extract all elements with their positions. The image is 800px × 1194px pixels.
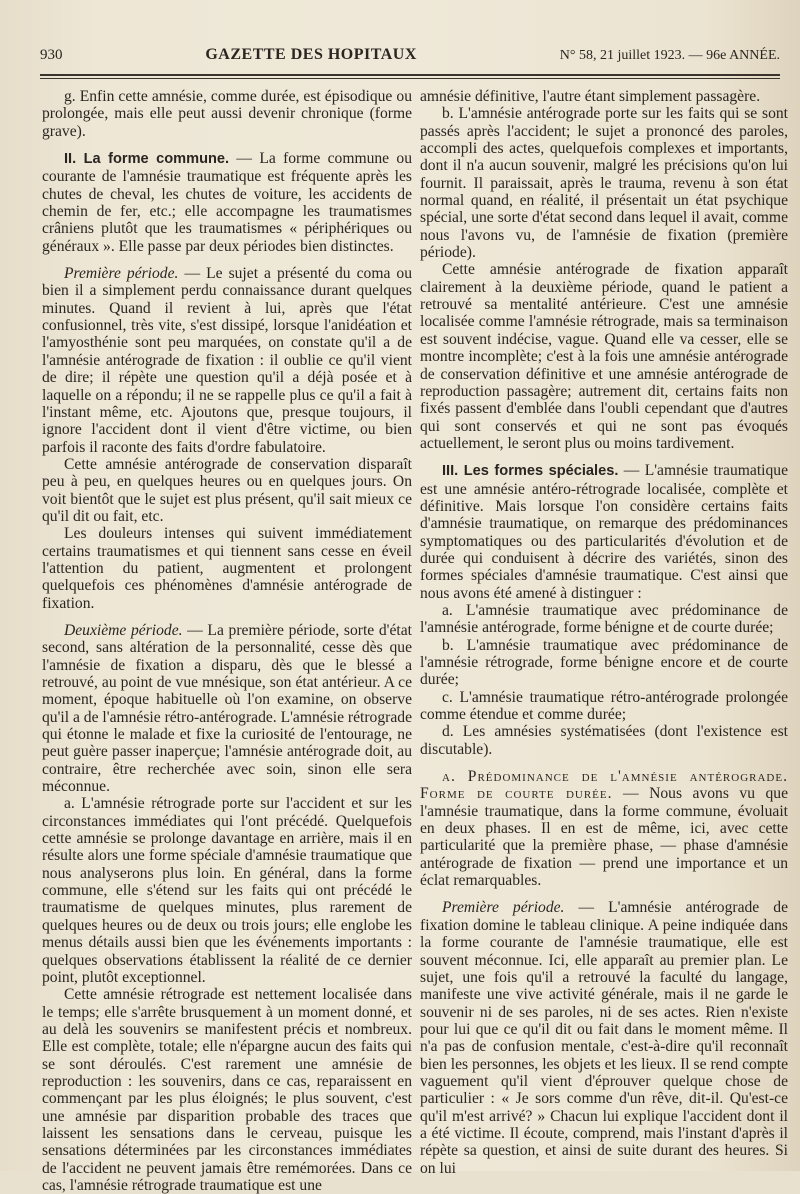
paragraph: Cette amnésie antérograde de fixation apparaît clairement à la deuxième période, quand le patient a retrouvé sa mentalité antérieure. C'est une amnésie localisée comme l'amnésie rétrograde, mais sa terminaison est souvent indécise, vague. Quand elle va cesser, elle se montre incomplète; c'est à la fois une amnésie antérograde de conservation définitive et une amnésie antérograde de reproduction passagère; autrement dit, certains faits non fixés passent d'emblée dans l'oubli cependant que d'autres qui sont conservés et qui ne sont pas évoqués actuellement, le seront plus ou moins tardivement. — [420, 261, 788, 452]
subsection-heading: a. Prédominance de l'amnésie antérograde. Forme de courte durée. — [420, 768, 788, 803]
paragraph: Première période. — Le sujet a présenté du coma ou bien il a simplement perdu connaissance durant quelques minutes. Quand il revient à lui, après que l'état confusionnel, très vite, s'est dissipé, lorsque l'anidéation et l'amyosthénie sont peu marquées, on constate qu'il a de l'amnésie antérograde de fixation : il oublie ce qu'il vient de dire; il répète une question qu'il a déjà posée et à laquelle on a répondu; il ne se rappelle plus ce qu'il a fait à l'instant même, etc. Ajoutons que, presque toujours, il ignore l'accident dont il vient d'être victime, ou bien parfois il raconte des faits d'ordre fabulatoire. — [42, 265, 413, 456]
list-item: d. Les amnésies systématisées (dont l'existence est discutable). — [420, 723, 788, 758]
paragraph: amnésie définitive, l'autre étant simplement passagère. — [420, 88, 761, 105]
period-label: Première période. — [64, 265, 179, 283]
paragraph: a. L'amnésie rétrograde porte sur l'accident et sur les circonstances immédiates qui l'ont précédé. Quelquefois cette amnésie se prolonge davantage en arrière, mais il en résulte alors une forme spéciale d'amnésie traumatique que nous analyserons plus loin. En général, dans la forme commune, elle s'étend sur les faits qui ont précédé le traumatisme de quelques minutes, plus rarement de quelques heures ou de deux ou trois jours; elle englobe les menus détails aussi bien que les événements importants : quelques observations établissent la réalité de ce dernier point, plutôt exceptionnel. — [42, 795, 412, 986]
list-item: b. L'amnésie traumatique avec prédominance de l'amnésie rétrograde, forme bénigne encore et de courte durée; — [420, 636, 788, 689]
section-paragraph: II. La forme commune. — La forme commune ou courante de l'amnésie traumatique est fréquente après les chutes de cheval, les chutes de voiture, les accidents de chemin de fer, etc.; elle accompagne les traumatismes crâniens plutôt que les traumatismes « périphériques ou généraux ». Elle passe par deux périodes bien distinctes. — [42, 150, 412, 255]
paragraph: b. L'amnésie antérograde porte sur les faits qui se sont passés après l'accident; le sujet a prononcé des paroles, accompli des actes, quelquefois complexes et importants, dont il n'a aucun souvenir, malgré les précisions qu'on lui fournit. Il paraissait, après le trauma, revenu à son état normal quand, en réalité, il présentait un état psychique spécial, une sorte d'état second dans lequel il avait, comme nous l'avons vu, de l'amnésie de fixation (première période). — [420, 105, 788, 262]
section-paragraph: III. Les formes spéciales. — L'amnésie traumatique est une amnésie antéro-rétrograde localisée, complète et définitive. Mais lorsque l'on considère certains faits d'amnésie traumatique, on remarque des prédominances symptomatiques ou des particularités d'évolution et de durée qui conduisent à décrire des variétés, sinon des formes spéciales d'amnésie traumatique. C'est ainsi que nous avons été amené à distinguer : — [420, 462, 788, 602]
paragraph: Cette amnésie rétrograde est nettement localisée dans le temps; elle s'arrête brusquement à un moment donné, et au delà les souvenirs se manifestent précis et nombreux. Elle est complète, totale; elle n'épargne aucun des faits qui se sont déroulés. C'est rarement une amnésie de reproduction : les souvenirs, dans ce cas, reparaissent en commençant par les plus éloignés; le plus souvent, c'est une amnésie par disparition probable des traces que laissent les sensations dans le cerveau, puisque les sensations déterminées par les circonstances immédiates de l'accident ne peuvent jamais être remémorées. Dans ce cas, l'amnésie rétrograde traumatique est une — [42, 986, 412, 1194]
paragraph: Cette amnésie antérograde de conservation disparaît peu à peu, en quelques heures ou en quelques jours. On voit bientôt que le sujet est plus présent, qu'il sait mieux ce qu'il dit ou fait, etc. — [42, 455, 412, 525]
period-label: Deuxième période. — [64, 621, 183, 639]
journal-title: GAZETTE DES HOPITAUX — [205, 46, 417, 63]
list-item: c. L'amnésie traumatique rétro-antérograde prolongée comme étendue et comme durée; — [420, 688, 788, 724]
header-rule — [40, 74, 780, 79]
right-column — [420, 88, 789, 1177]
issue-info: N° 58, 21 juillet 1923. — 96e ANNÉE. — [559, 48, 780, 63]
paragraph: Les douleurs intenses qui suivent immédiatement certains traumatismes et qui tiennent sans cesse en éveil l'attention du patient, augmentent et prolongent quelquefois ces phénomènes d'amnésie antérograde de fixation. — [42, 525, 412, 612]
paragraph: g. Enfin cette amnésie, comme durée, est épisodique ou prolongée, mais elle peut aussi devenir chronique (forme grave). — [42, 88, 412, 140]
page-number: 930 — [40, 47, 63, 63]
period-label: Première période. — [442, 899, 565, 917]
paragraph: Deuxième période. — La première période, sorte d'état second, sans altération de la personnalité, cesse dès que l'amnésie de fixation a disparu, dès que le blessé a retrouvé, au point de vue mnésique, son état antérieur. A ce moment, époque habituelle où l'on examine, on observe qu'il a de l'amnésie rétro-antérograde. L'amnésie rétrograde qui étonne le malade et fixe la curiosité de l'entourage, ne peut guère passer inaperçue; l'amnésie antérograde doit, au contraire, être recherchée avec soin, sinon elle sera méconnue. — [42, 621, 412, 796]
list-item: a. L'amnésie traumatique avec prédominance de l'amnésie antérograde, forme bénigne et de courte durée; — [420, 601, 788, 637]
paragraph: Première période. — L'amnésie antérograde de fixation domine le tableau clinique. A peine indiquée dans la forme courante de l'amnésie traumatique, elle est souvent méconnue. Ici, elle apparaît au premier plan. Le sujet, une fois qu'il a retrouvé la faculté du langage, manifeste une vive activité générale, mais il ne garde le souvenir ni de ses paroles, ni de ses actes. Rien n'existe pour lui que ce qu'il dit ou fait dans le moment même. Il n'a pas de confusion mentale, c'est-à-dire qu'il reconnaît bien les personnes, les objets et les lieux. Il se rend compte vaguement qu'il vient d'éprouver quelque chose de particulier : « Je sors comme d'un rêve, dit-il. Qu'est-ce qu'il m'est arrivé? » Chacun lui explique l'accident dont il a été victime. Il écoute, comprend, mais l'instant d'après il répète sa question, et ainsi de suite durant des heures. Si on lui — [420, 899, 788, 1177]
running-header — [40, 46, 780, 72]
paragraph: a. Prédominance de l'amnésie antérograde. Forme de courte durée. — Nous avons vu que l'amnésie traumatique, dans la forme commune, évoluait en deux phases. Il en est de même, ici, avec cette particularité que la première phase, — phase d'amnésie antérograde de fixation — prend une importance et un éclat remarquables. — [420, 768, 789, 890]
section-heading: III. Les formes spéciales. — [442, 463, 619, 480]
section-heading: II. La forme commune. — [64, 151, 230, 168]
left-column — [42, 88, 413, 1194]
